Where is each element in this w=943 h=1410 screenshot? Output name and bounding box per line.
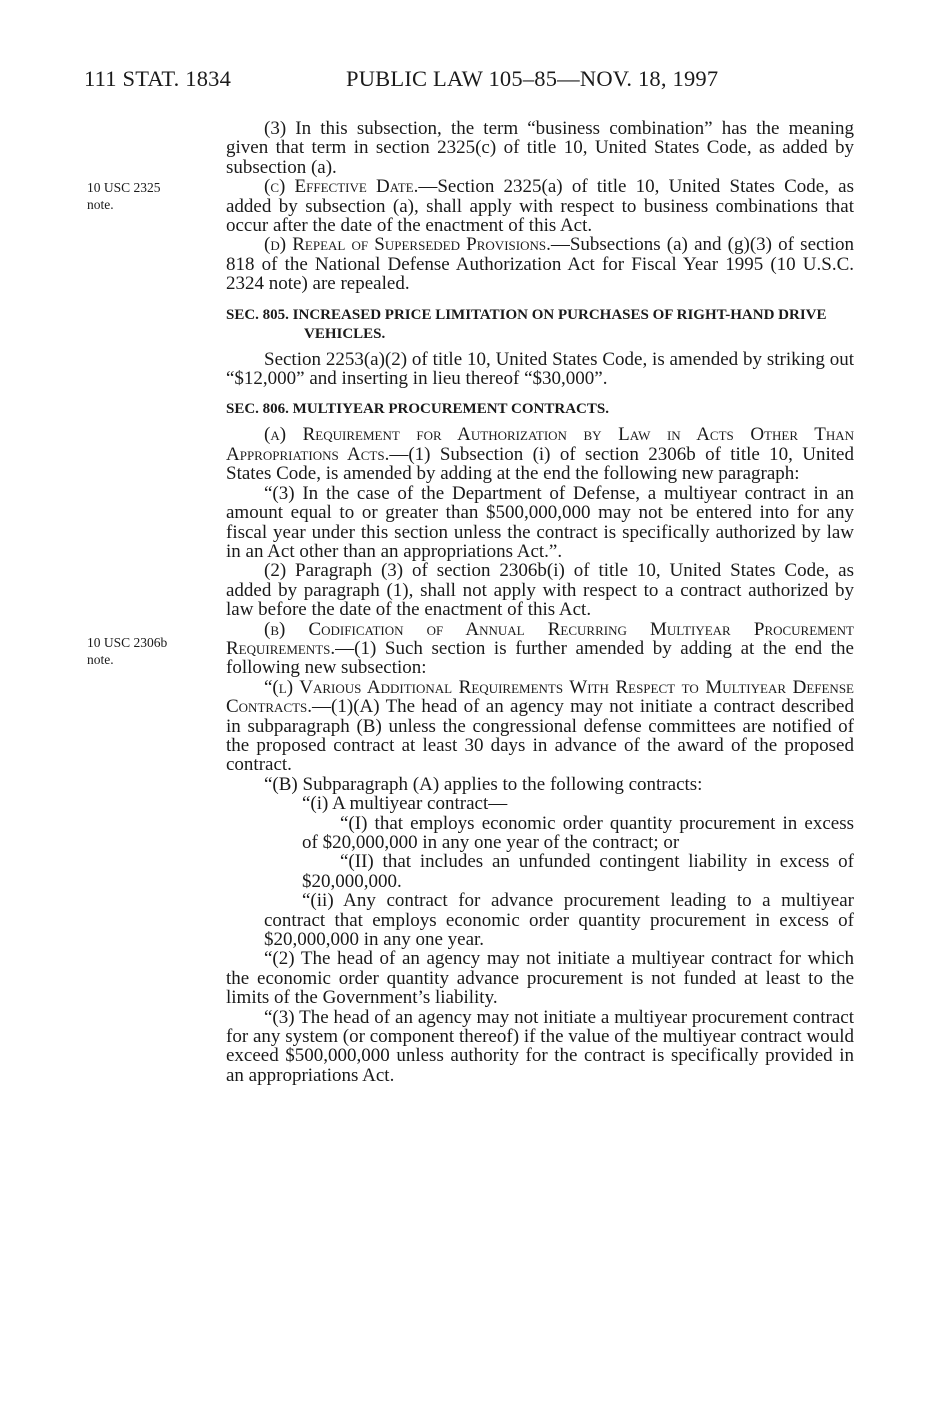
body-text	[226, 119, 854, 1085]
section-805-text: Section 2253(a)(2) of title 10, United States Code, is amended by striking out “$12,000” and inserting in lieu thereof “$30,000”.	[226, 348, 854, 390]
subsection-heading: “(l) Various Additional Requirements With Respect to Multiyear Defense Contracts.	[226, 676, 854, 718]
margin-note-2306b: 10 USC 2306b note.	[87, 635, 168, 667]
paragraph-d-repeal: (d) Repeal of Superseded Provisions.—Subsections (a) and (g)(3) of section 818 of the National Defense Authorization Act for Fiscal Year 1995 (10 U.S.C. 2324 note) are repealed.	[226, 234, 854, 295]
subsection-heading: (d) Repeal of Superseded Provisions.	[264, 234, 551, 256]
subsection-heading: (b) Codification of Annual Recurring Multiyear Procurement Requirements.	[226, 618, 854, 659]
subparagraph-b: “(B) Subparagraph (A) applies to the following contracts:	[264, 773, 703, 795]
public-law-title: PUBLIC LAW 105–85—NOV. 18, 1997	[346, 66, 719, 91]
subclause-II: “(II) that includes an unfunded contingent liability in excess of $20,000,000.	[302, 851, 854, 892]
clause-i: “(i) A multiyear contract—	[302, 793, 508, 815]
clause-ii: “(ii) Any contract for advance procurement leading to a multiyear contract that employs economic order quantity procurement in excess of $20,000,000 in any one year.	[264, 890, 854, 951]
quoted-paragraph-3: “(3) In the case of the Department of Defense, a multiyear contract in an amount equal to or greater than $500,000,000 may not be entered into for any fiscal year under this section unless the contract is specifically authorized by law in an Act other than an appropriations Act.”.	[226, 482, 854, 562]
subsection-heading: (c) Effective Date.	[264, 176, 419, 198]
statute-page-number: 111 STAT. 1834	[84, 66, 232, 91]
section-806-heading: SEC. 806. MULTIYEAR PROCUREMENT CONTRACTS.	[226, 401, 609, 418]
paragraph-a-requirement: (a) Requirement for Authorization by Law in Acts Other Than Appropriations Acts.—(1) Subsection (i) of section 2306b of title 10, United States Code, is amended by adding at the end the following new paragraph:	[226, 424, 854, 485]
subsection-l: “(l) Various Additional Requirements With Respect to Multiyear Defense Contracts.—(1)(A) The head of an agency may not initiate a contract described in subparagraph (B) unless the congressional defense committees are notified of the proposed contract at least 30 days in advance of the award of the proposed contract.	[226, 676, 854, 776]
paragraph-a2: (2) Paragraph (3) of section 2306b(i) of title 10, United States Code, as added by paragraph (1), shall not apply with respect to a contract authorized by law before the date of the enactment of this Act.	[226, 560, 854, 621]
subsection-heading: (a) Requirement for Authorization by Law in Acts Other Than Appropriations Acts.	[226, 424, 854, 465]
paragraph-l-2: “(2) The head of an agency may not initiate a multiyear contract for which the economic order quantity advance procurement is not funded at least to the limits of the Government’s liability.	[226, 948, 854, 1009]
paragraph-c-effective-date: (c) Effective Date.—Section 2325(a) of title 10, United States Code, as added by subsection (a), shall apply with respect to business combinations that occur after the date of the enactment of this Act.	[226, 176, 854, 237]
paragraph-b-codification: (b) Codification of Annual Recurring Multiyear Procurement Requirements.—(1) Such section is further amended by adding at the end the following new subsection:	[226, 618, 854, 679]
paragraph-l-3: “(3) The head of an agency may not initiate a multiyear procurement contract for any system (or component thereof) if the value of the multiyear contract would exceed $500,000,000 unless authority for the contract is specifically provided in an appropriations Act.	[226, 1006, 854, 1086]
subclause-I: “(I) that employs economic order quantity procurement in excess of $20,000,000 in any one year of the contract; or	[302, 812, 854, 853]
paragraph-3-definition: (3) In this subsection, the term “business combination” has the meaning given that term in section 2325(c) of title 10, United States Code, as added by subsection (a).	[226, 118, 854, 178]
section-805-heading: SEC. 805. INCREASED PRICE LIMITATION ON PURCHASES OF RIGHT-HAND DRIVE VEHICLES.	[226, 306, 827, 342]
margin-note-2325: 10 USC 2325 note.	[87, 180, 161, 212]
